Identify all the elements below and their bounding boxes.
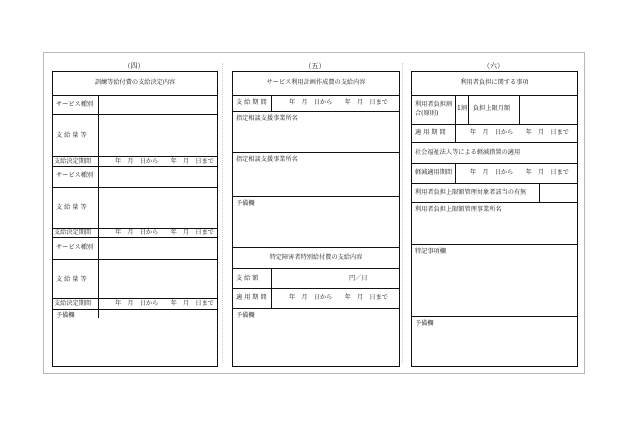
panel4-amount-3: 支 給 量 等	[56, 276, 87, 283]
panel4-period-value-2: 年 月 日から 年 月 日まで	[115, 229, 214, 236]
panel6-reduced-label: 軽減適用期間	[415, 169, 453, 176]
panel4-period-label-2: 支給決定期間	[54, 229, 92, 236]
panel5-office-1: 指定相談支援事業所名	[236, 115, 298, 122]
panel4-period-label-1: 支給決定期間	[54, 158, 92, 165]
panel5-period-value: 年 月 日から 年 月 日まで	[289, 99, 388, 106]
panel4-period-value-1: 年 月 日から 年 月 日まで	[115, 158, 214, 165]
panel6-limit-label: 負担上限月額	[473, 105, 511, 112]
panel6-apply-value: 年 月 日から 年 月 日まで	[470, 129, 569, 136]
fold-line-2	[402, 63, 403, 363]
panel6-notes: 特記事項欄	[415, 248, 446, 255]
panel4-period-label-3: 支給決定期間	[54, 300, 92, 307]
panel5-title: サービス利用計画作成費の支給内容	[266, 79, 366, 86]
panel4-remarks: 予備欄	[56, 312, 75, 319]
section-label-5: （五）	[304, 62, 326, 70]
panel5-remarks-1: 予備欄	[236, 200, 255, 207]
panel6-cap-mgmt: 利用者負担上限額管理対象者該当の有無	[415, 189, 527, 196]
panel6-ratio-label: 利用者負担割合(原則)	[415, 101, 453, 117]
panel6-welfare: 社会福祉法人等による軽減措置の適用	[415, 149, 521, 156]
panel5-remarks-2: 予備欄	[236, 312, 255, 319]
panel4-service-type-1: サービス種別	[56, 101, 94, 108]
panel6-reduced-value: 年 月 日から 年 月 日まで	[470, 169, 569, 176]
panel4-service-type-2: サービス種別	[56, 172, 94, 179]
panel-user-burden	[411, 71, 578, 367]
section-label-4: （四）	[123, 62, 145, 70]
panel-plan-fee	[232, 71, 400, 367]
panel6-ratio-value: 1割	[457, 105, 468, 112]
certificate-sheet	[43, 52, 585, 374]
section-label-6: （六）	[483, 62, 504, 70]
panel5-title-2: 特定障害者特別給付費の支給内容	[269, 254, 363, 261]
panel5-apply-value: 年 月 日から 年 月 日まで	[289, 294, 388, 301]
panel5-amount-label: 支 給 額	[236, 275, 259, 282]
panel5-office-2: 指定相談支援事業所名	[236, 156, 298, 163]
panel5-period-label: 支 給 期 間	[236, 99, 267, 106]
panel5-apply-label: 適 用 期 間	[236, 294, 267, 301]
fold-line-1	[222, 63, 223, 363]
panel6-title: 利用者負担に関する事項	[460, 79, 529, 86]
panel4-title: 訓練等給付費の支給決定内容	[94, 79, 176, 86]
panel4-service-type-3: サービス種別	[56, 244, 94, 251]
panel-training-benefits	[52, 71, 218, 367]
panel4-period-value-3: 年 月 日から 年 月 日まで	[115, 300, 214, 307]
panel6-apply-label: 適 用 期 間	[415, 129, 446, 136]
panel5-amount-value: 円／日	[349, 275, 368, 282]
panel4-amount-1: 支 給 量 等	[56, 132, 87, 139]
panel6-remarks: 予備欄	[415, 320, 434, 327]
panel4-amount-2: 支 給 量 等	[56, 204, 87, 211]
panel6-cap-office: 利用者負担上限額管理事業所名	[415, 206, 502, 213]
